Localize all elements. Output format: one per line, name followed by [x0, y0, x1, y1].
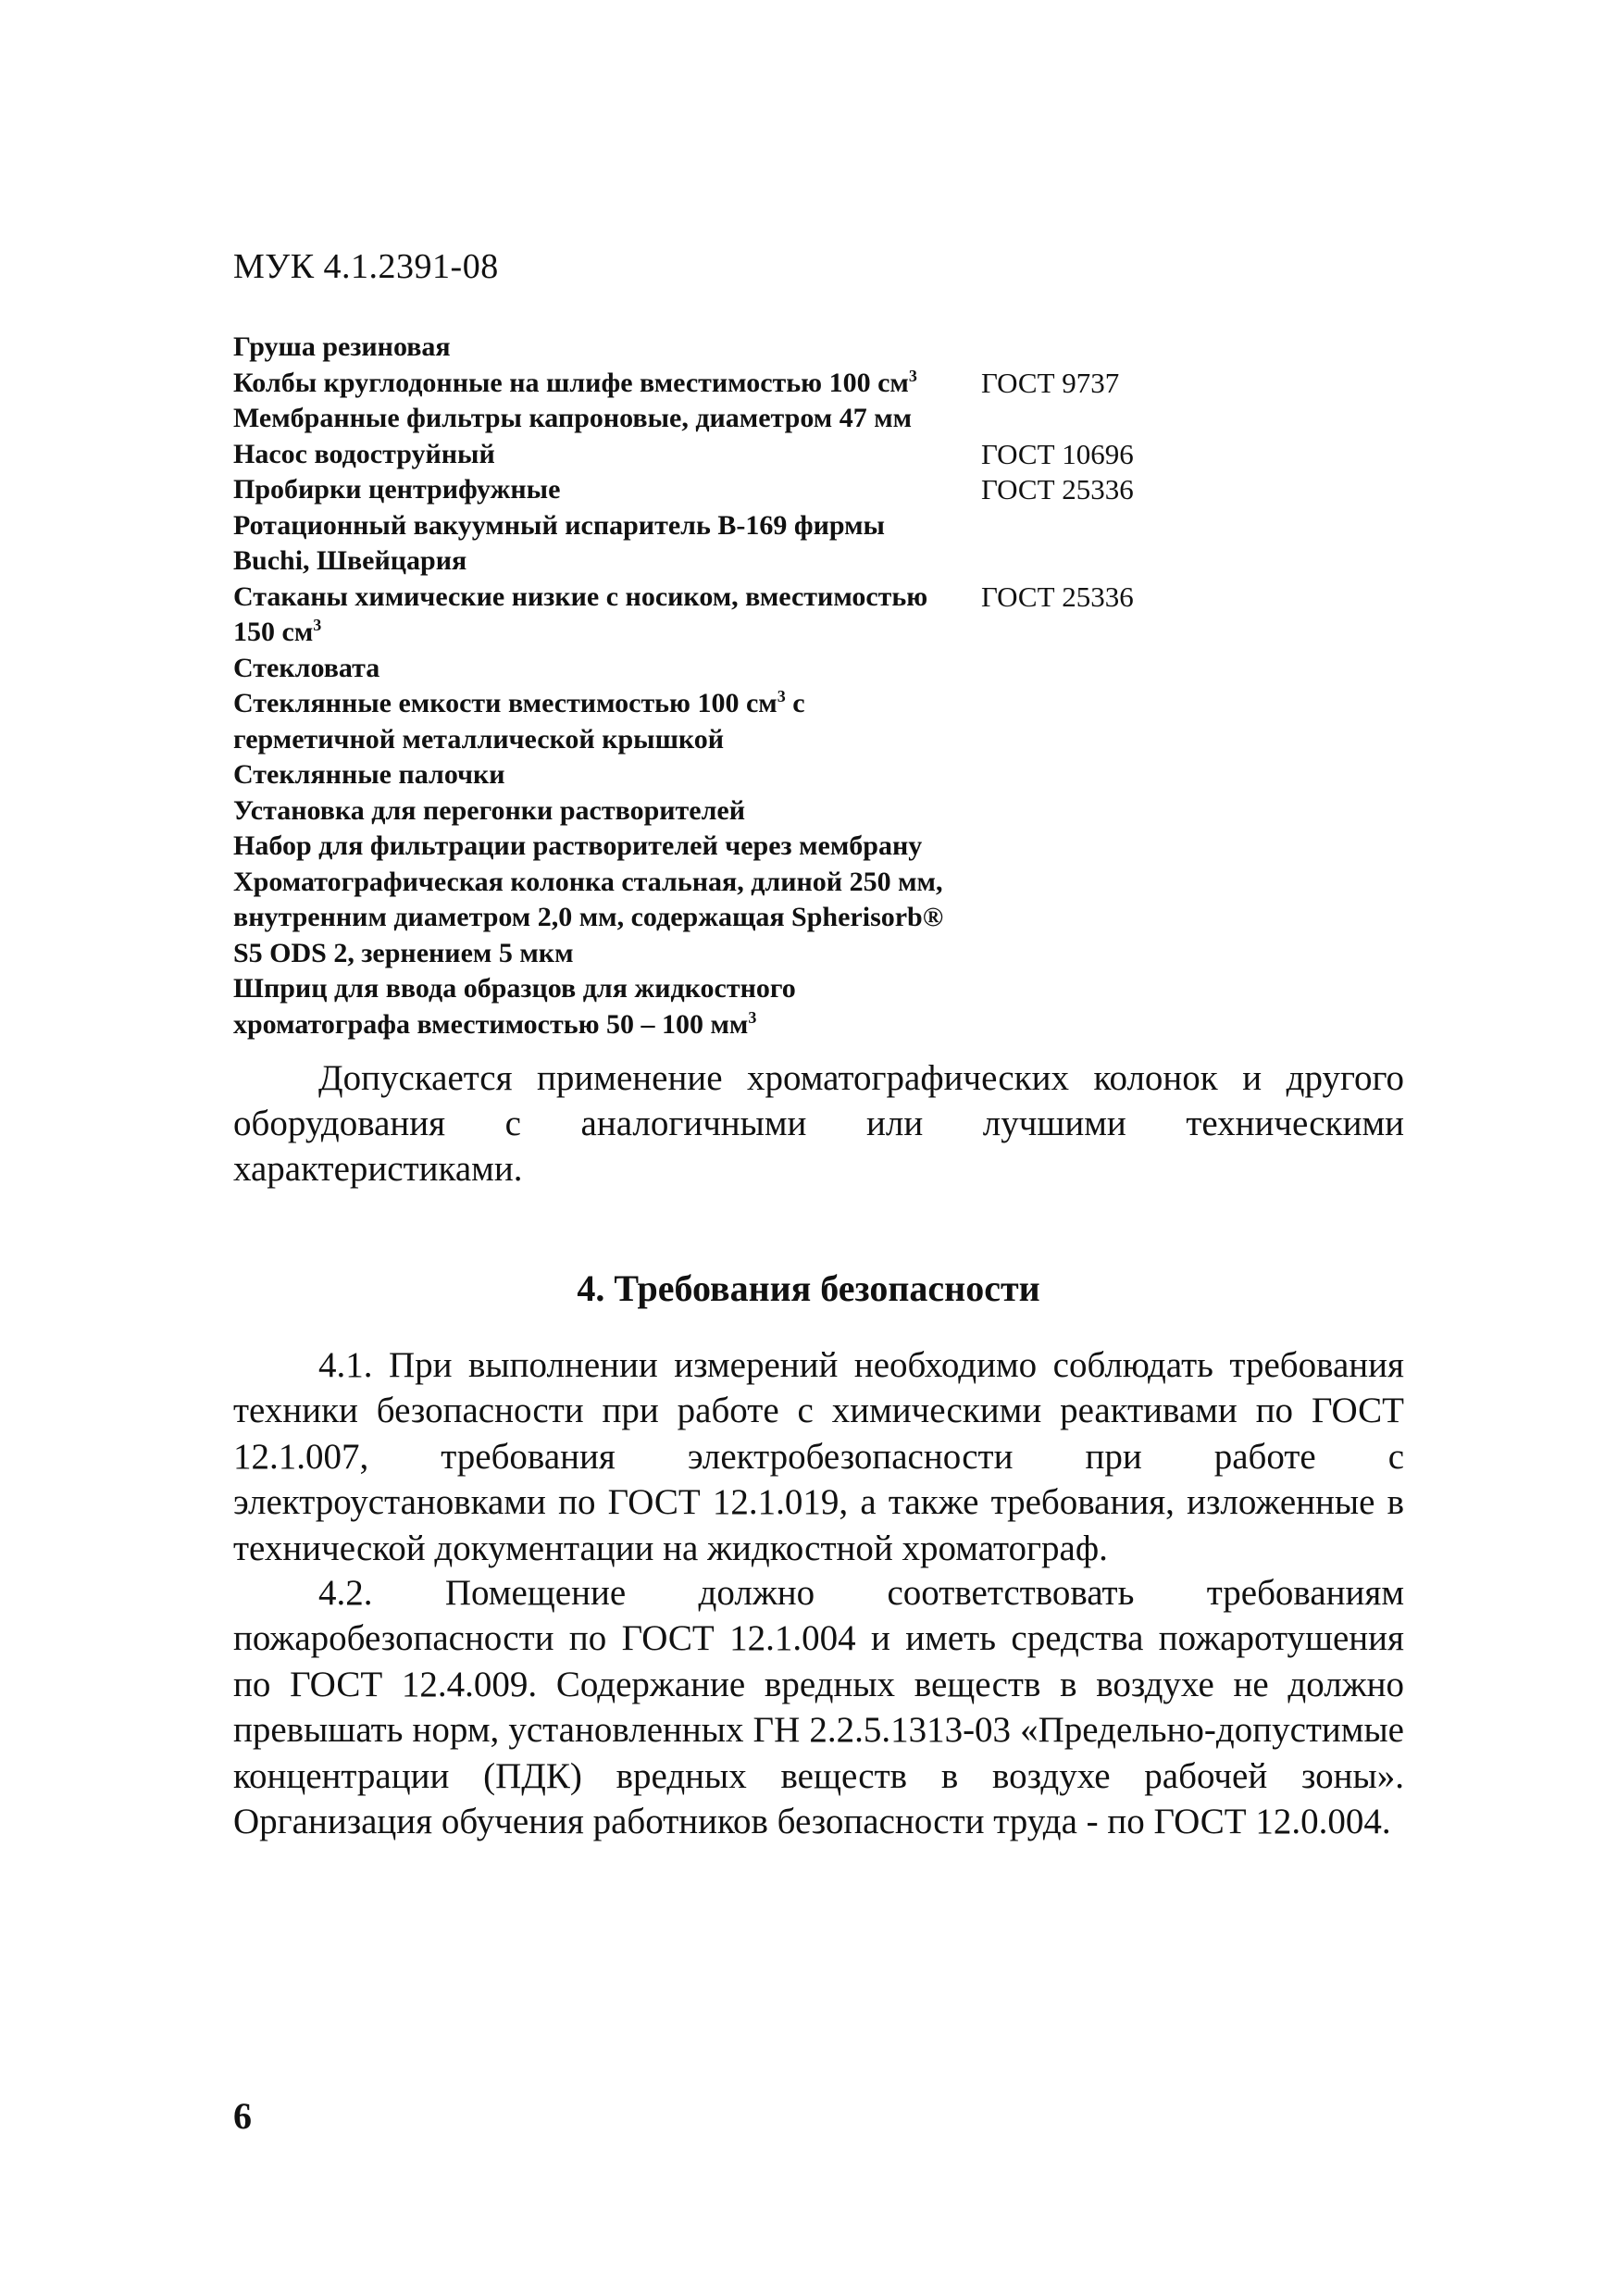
equipment-item	[233, 508, 1205, 580]
equipment-name: Пробирки центрифужные	[233, 474, 561, 505]
equipment-name: Насос водоструйный	[233, 438, 495, 469]
equipment-name: Колбы круглодонные на шлифе вместимостью 100 $см^3$	[233, 366, 917, 398]
safety-clause-4-1: 4.1. При выполнении измерений необходимо соблюдать требования техники безопасности при работе с химическими реактивами по ГОСТ 12.1.007, требования электробезопасности при работе с электроустановками по ГОСТ 12.1.019, а также требования, изложенные в технической документации на жидкостной хроматограф.	[233, 1345, 1404, 1568]
equipment-name: Шприц для ввода образцов для жидкостного хроматографа вместимостью 50 – 100 $мм^3$	[233, 973, 796, 1040]
equipment-name: Мембранные фильтры капроновые, диаметром 47 мм	[233, 403, 913, 433]
equipment-substitution-note: Допускается применение хроматографических колонок и другого оборудования с аналогичными или лучшими техническими характеристиками.	[233, 1058, 1404, 1189]
equipment-item	[233, 580, 1205, 651]
equipment-name: Стаканы химические низкие с носиком, вместимостью 150 $см^3$	[233, 580, 928, 647]
equipment-item	[233, 793, 1205, 830]
equipment-item	[233, 437, 1205, 473]
equipment-gost: ГОСТ 10696	[981, 437, 1134, 470]
equipment-gost: ГОСТ 25336	[981, 473, 1134, 505]
equipment-item	[233, 757, 1205, 793]
page-number: 6	[233, 2095, 252, 2137]
equipment-gost: ГОСТ 9737	[981, 366, 1120, 399]
safety-clause-4-2: 4.2. Помещение должно соответствовать требованиям пожаробезопасности по ГОСТ 12.1.004 и иметь средства пожаротушения по ГОСТ 12.4.009. Содержание вредных веществ в воздухе не должно превышать норм, установленных ГН 2.2.5.1313-03 «Предельно-допустимые концентрации (ПДК) вредных веществ в воздухе рабочей зоны». Организация обучения работников безопасности труда - по ГОСТ 12.0.004.	[233, 1573, 1404, 1842]
equipment-name: Установка для перегонки растворителей	[233, 794, 746, 826]
equipment-name: Стеклянные палочки	[233, 759, 505, 790]
equipment-item	[233, 472, 1205, 508]
equipment-item	[233, 829, 1205, 865]
equipment-name: Ротационный вакуумный испаритель В-169 фирмы Buchi, Швейцария	[233, 509, 885, 576]
equipment-gost: ГОСТ 25336	[981, 580, 1134, 613]
equipment-name: Набор для фильтрации растворителей через мембрану	[233, 830, 923, 861]
equipment-name: Стекловата	[233, 652, 380, 683]
equipment-item	[233, 651, 1205, 687]
equipment-item	[233, 401, 1205, 437]
equipment-item	[233, 366, 1205, 402]
equipment-item	[233, 330, 1205, 366]
equipment-item	[233, 971, 1205, 1042]
equipment-name: Груша резиновая	[233, 331, 451, 362]
equipment-name: Стеклянные емкости вместимостью 100 $см^3$ с герметичной металлической крышкой	[233, 687, 805, 755]
document-code: МУК 4.1.2391-08	[233, 247, 499, 286]
equipment-list	[233, 330, 1205, 1042]
equipment-name: Хроматографическая колонка стальная, длиной 250 мм, внутренним диаметром 2,0 мм, содержащая Spherisorb® S5 ODS 2, зернением 5 мкм	[233, 866, 944, 968]
equipment-item	[233, 686, 1205, 757]
section-title: 4. Требования безопасности	[577, 1267, 1040, 1309]
equipment-item	[233, 865, 1205, 972]
